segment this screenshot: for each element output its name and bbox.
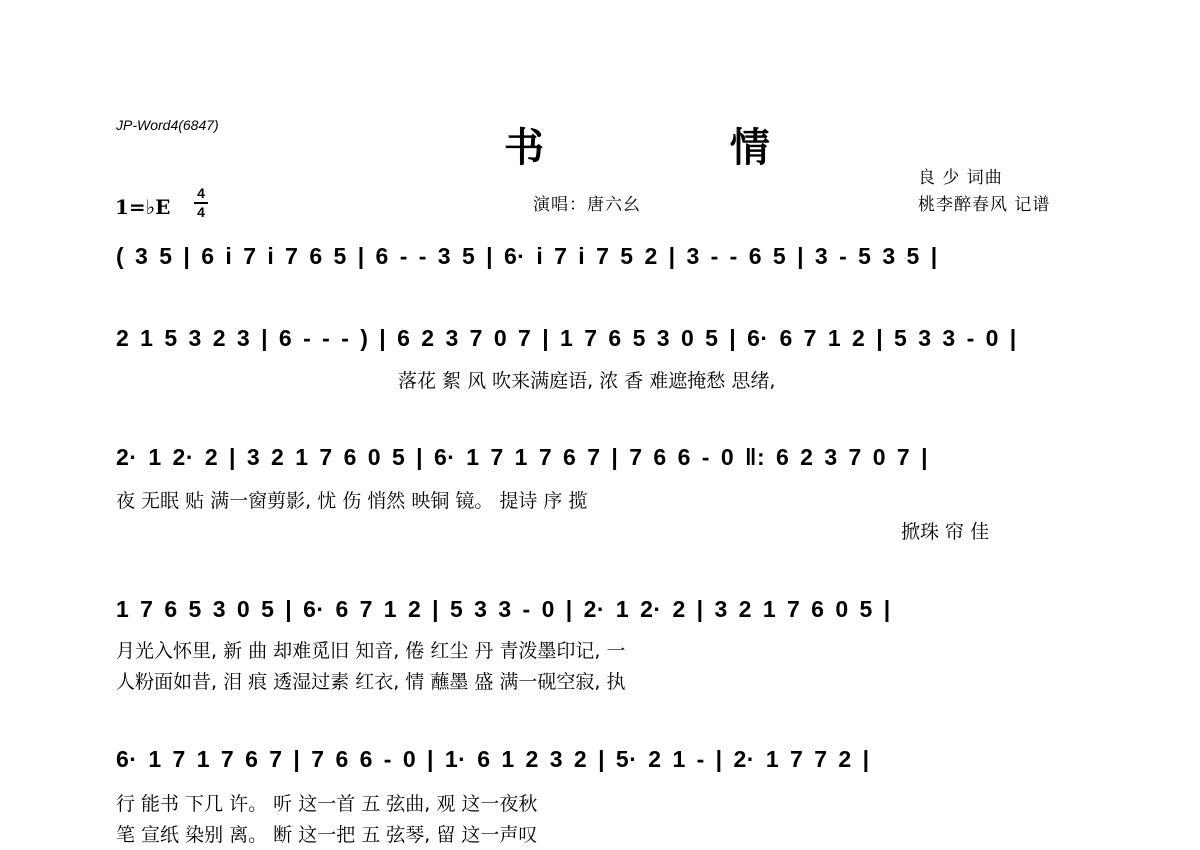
system-4-lyrics-verse-2: 人粉面如昔, 泪 痕 透湿过素 红衣, 情 蘸墨 盛 满一砚空寂, 执 [116,671,626,693]
system-5-lyrics-verse-2: 笔 宣纸 染别 离。 断 这一把 五 弦琴, 留 这一声叹 [116,824,538,846]
singer-credit: 演唱：唐六幺 [533,195,641,215]
lyricist-composer-credit: 良 少 词曲 [918,168,1003,188]
transcriber-credit: 桃李醉春风 记谱 [918,195,1051,215]
system-2-notation: 2 1 5 3 2 3 | 6 - - - ) | 6 2 3 7 0 7 | 1 7 6 5 3 0 5 | 6· 6 7 1 2 | 5 3 3 - 0 | [116,325,1017,351]
system-3-notation: 2· 1 2· 2 | 3 2 1 7 6 0 5 | 6· 1 7 1 7 6 7 | 7 6 6 - 0 ‖: 6 2 3 7 0 7 | [116,444,929,470]
software-tag: JP-Word4(6847) [116,117,219,133]
system-4-lyrics-verse-1: 月光入怀里, 新 曲 却难觅旧 知音, 倦 红尘 丹 青泼墨印记, 一 [116,640,626,662]
system-3-lyrics-verse-2: 掀珠 帘 佳 [901,521,990,543]
system-5-notation: 6· 1 7 1 7 6 7 | 7 6 6 - 0 | 1· 6 1 2 3 2 | 5· 2 1 - | 2· 1 7 7 2 | [116,746,870,772]
time-signature-top: 4 [197,185,205,201]
system-4-notation: 1 7 6 5 3 0 5 | 6· 6 7 1 2 | 5 3 3 - 0 | 2· 1 2· 2 | 3 2 1 7 6 0 5 | [116,596,891,622]
time-signature [193,186,209,220]
time-signature-bottom: 4 [197,204,205,220]
system-5-lyrics-verse-1: 行 能书 下几 许。 听 这一首 五 弦曲, 观 这一夜秋 [116,793,538,815]
key-signature: 1=♭E [115,195,171,219]
song-title: 书 情 [504,124,856,171]
system-2-lyrics-verse-1: 落花 絮 风 吹来满庭语, 浓 香 难遮掩愁 思绪, [398,370,776,392]
system-1-notation: ( 3 5 | 6 i 7 i 7 6 5 | 6 - - 3 5 | 6· i 7 i 7 5 2 | 3 - - 6 5 | 3 - 5 3 5 | [116,243,938,269]
system-3-lyrics-verse-1: 夜 无眠 贴 满一窗剪影, 忧 伤 悄然 映铜 镜。 提诗 序 揽 [116,490,588,512]
